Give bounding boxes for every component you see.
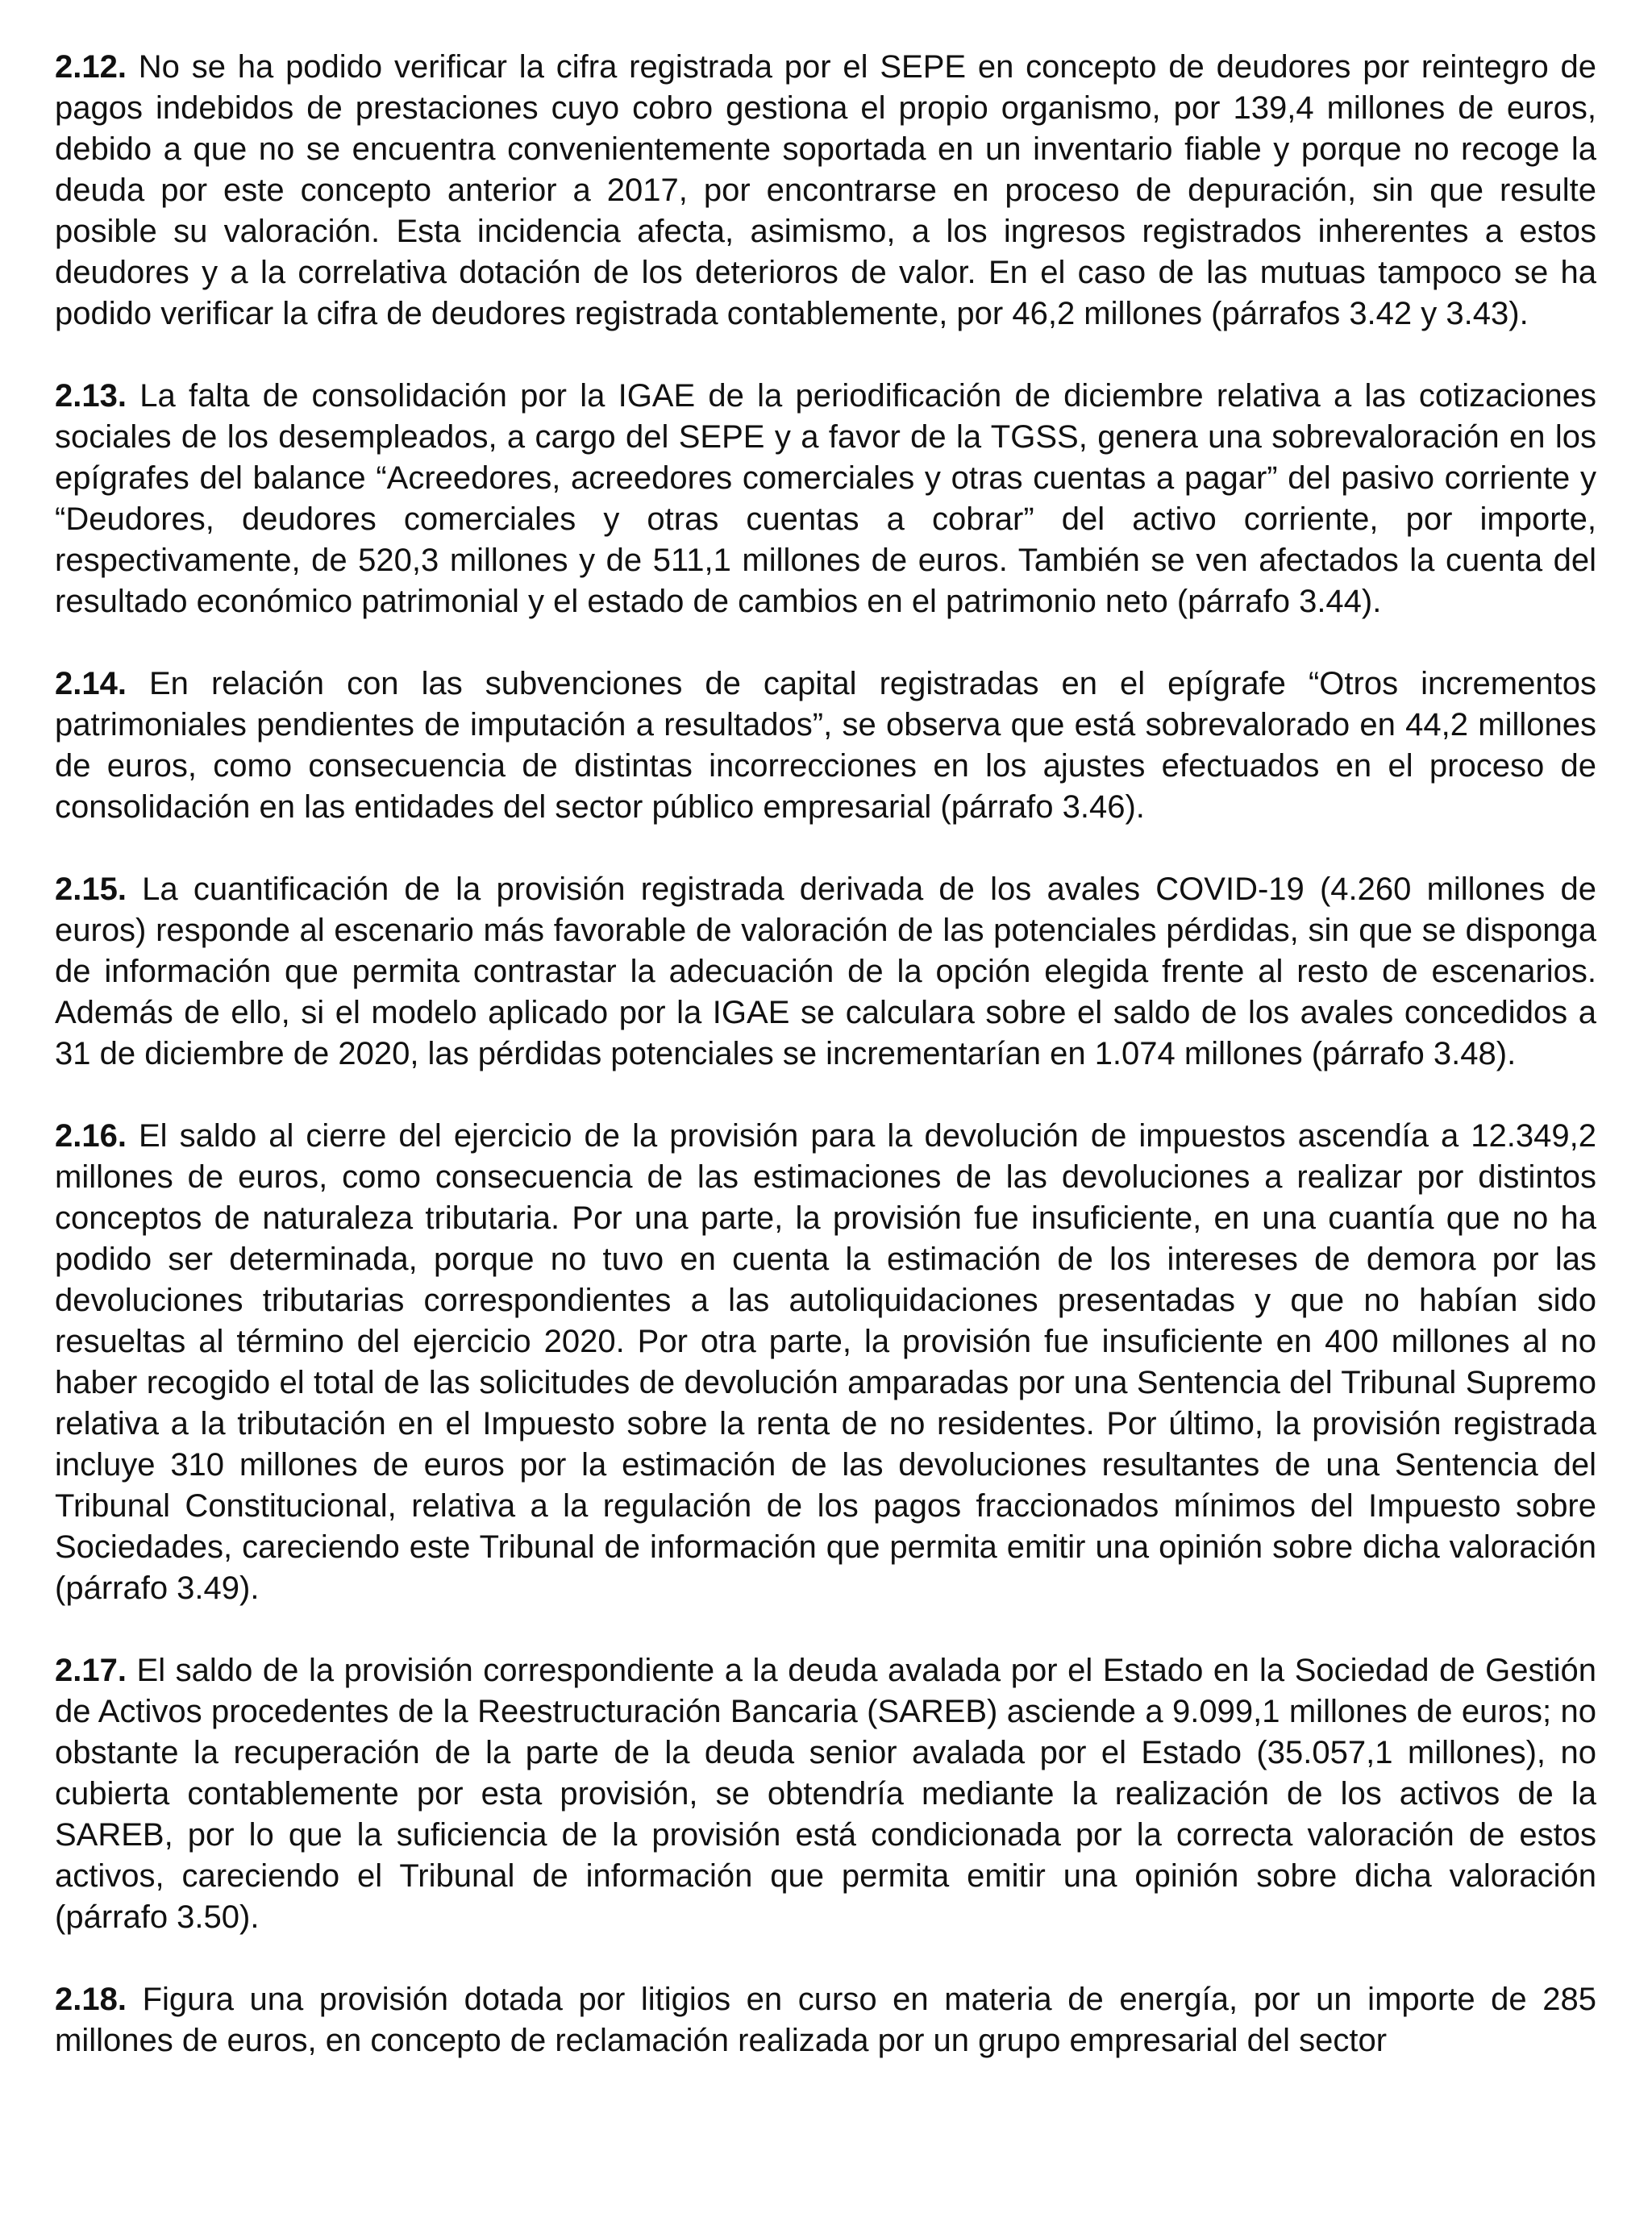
paragraph-text: El saldo de la provisión correspondiente a la deuda avalada por el Estado en la Sociedad de Gestión de Activos procedentes de la Reestructuración Bancaria (SAREB) asciende a 9.099,1 millones de euros; no obstante la recuperación de la parte de la deuda senior avalada por el Estado (35.057,1 millones), no cubierta contablemente por esta provisión, se obtendría mediante la realización de los activos de la SAREB, por lo que la suficiencia de la provisión está condicionada por la correcta valoración de estos activos, careciendo el Tribunal de información que permita emitir una opinión sobre dicha valoración (párrafo 3.50).: [55, 1653, 1596, 1935]
paragraph-text: No se ha podido verificar la cifra registrada por el SEPE en concepto de deudores por reintegro de pagos indebidos de prestaciones cuyo cobro gestiona el propio organismo, por 139,4 millones de euros, debido a que no se encuentra convenientemente soportada en un inventario fiable y porque no recoge la deuda por este concepto anterior a 2017, por encontrarse en proceso de depuración, sin que resulte posible su valoración. Esta incidencia afecta, asimismo, a los ingresos registrados inherentes a estos deudores y a la correlativa dotación de los deterioros de valor. En el caso de las mutuas tampoco se ha podido verificar la cifra de deudores registrada contablemente, por 46,2 millones (párrafos 3.42 y 3.43).: [55, 49, 1596, 331]
paragraph-number: 2.13.: [55, 378, 127, 414]
paragraph-number: 2.15.: [55, 871, 127, 907]
paragraph-2-12: [55, 47, 1596, 335]
paragraph-text: Figura una provisión dotada por litigios en curso en materia de energía, por un importe de 285 millones de euros, en concepto de reclamación realizada por un grupo empresarial del sector: [55, 1982, 1596, 2058]
paragraph-text: El saldo al cierre del ejercicio de la provisión para la devolución de impuestos ascendía a 12.349,2 millones de euros, como consecuencia de las estimaciones de las devoluciones a realizar por distintos conceptos de naturaleza tributaria. Por una parte, la provisión fue insuficiente, en una cuantía que no ha podido ser determinada, porque no tuvo en cuenta la estimación de los intereses de demora por las devoluciones tributarias correspondientes a las autoliquidaciones presentadas y que no habían sido resueltas al término del ejercicio 2020. Por otra parte, la provisión fue insuficiente en 400 millones al no haber recogido el total de las solicitudes de devolución amparadas por una Sentencia del Tribunal Supremo relativa a la tributación en el Impuesto sobre la renta de no residentes. Por último, la provisión registrada incluye 310 millones de euros por la estimación de las devoluciones resultantes de una Sentencia del Tribunal Constitucional, relativa a la regulación de los pagos fraccionados mínimos del Impuesto sobre Sociedades, careciendo este Tribunal de información que permita emitir una opinión sobre dicha valoración (párrafo 3.49).: [55, 1118, 1596, 1606]
paragraph-2-14: [55, 663, 1596, 828]
paragraph-number: 2.17.: [55, 1653, 127, 1688]
paragraph-number: 2.16.: [55, 1118, 127, 1154]
paragraph-2-13: [55, 376, 1596, 622]
paragraph-text: La cuantificación de la provisión registrada derivada de los avales COVID-19 (4.260 millones de euros) responde al escenario más favorable de valoración de las potenciales pérdidas, sin que se disponga de información que permita contrastar la adecuación de la opción elegida frente al resto de escenarios. Además de ello, si el modelo aplicado por la IGAE se calculara sobre el saldo de los avales concedidos a 31 de diciembre de 2020, las pérdidas potenciales se incrementarían en 1.074 millones (párrafo 3.48).: [55, 871, 1596, 1071]
paragraph-2-18: [55, 1979, 1596, 2061]
document-page: [55, 47, 1596, 2103]
paragraph-number: 2.12.: [55, 49, 127, 85]
paragraph-number: 2.14.: [55, 666, 127, 701]
paragraph-2-16: [55, 1116, 1596, 1609]
paragraph-text: La falta de consolidación por la IGAE de la periodificación de diciembre relativa a las cotizaciones sociales de los desempleados, a cargo del SEPE y a favor de la TGSS, genera una sobrevaloración en los epígrafes del balance “Acreedores, acreedores comerciales y otras cuentas a pagar” del pasivo corriente y “Deudores, deudores comerciales y otras cuentas a cobrar” del activo corriente, por importe, respectivamente, de 520,3 millones y de 511,1 millones de euros. También se ven afectados la cuenta del resultado económico patrimonial y el estado de cambios en el patrimonio neto (párrafo 3.44).: [55, 378, 1596, 619]
paragraph-2-15: [55, 869, 1596, 1075]
paragraph-text: En relación con las subvenciones de capital registradas en el epígrafe “Otros incrementos patrimoniales pendientes de imputación a resultados”, se observa que está sobrevalorado en 44,2 millones de euros, como consecuencia de distintas incorrecciones en los ajustes efectuados en el proceso de consolidación en las entidades del sector público empresarial (párrafo 3.46).: [55, 666, 1596, 825]
paragraph-2-17: [55, 1650, 1596, 1938]
paragraph-number: 2.18.: [55, 1982, 127, 2017]
